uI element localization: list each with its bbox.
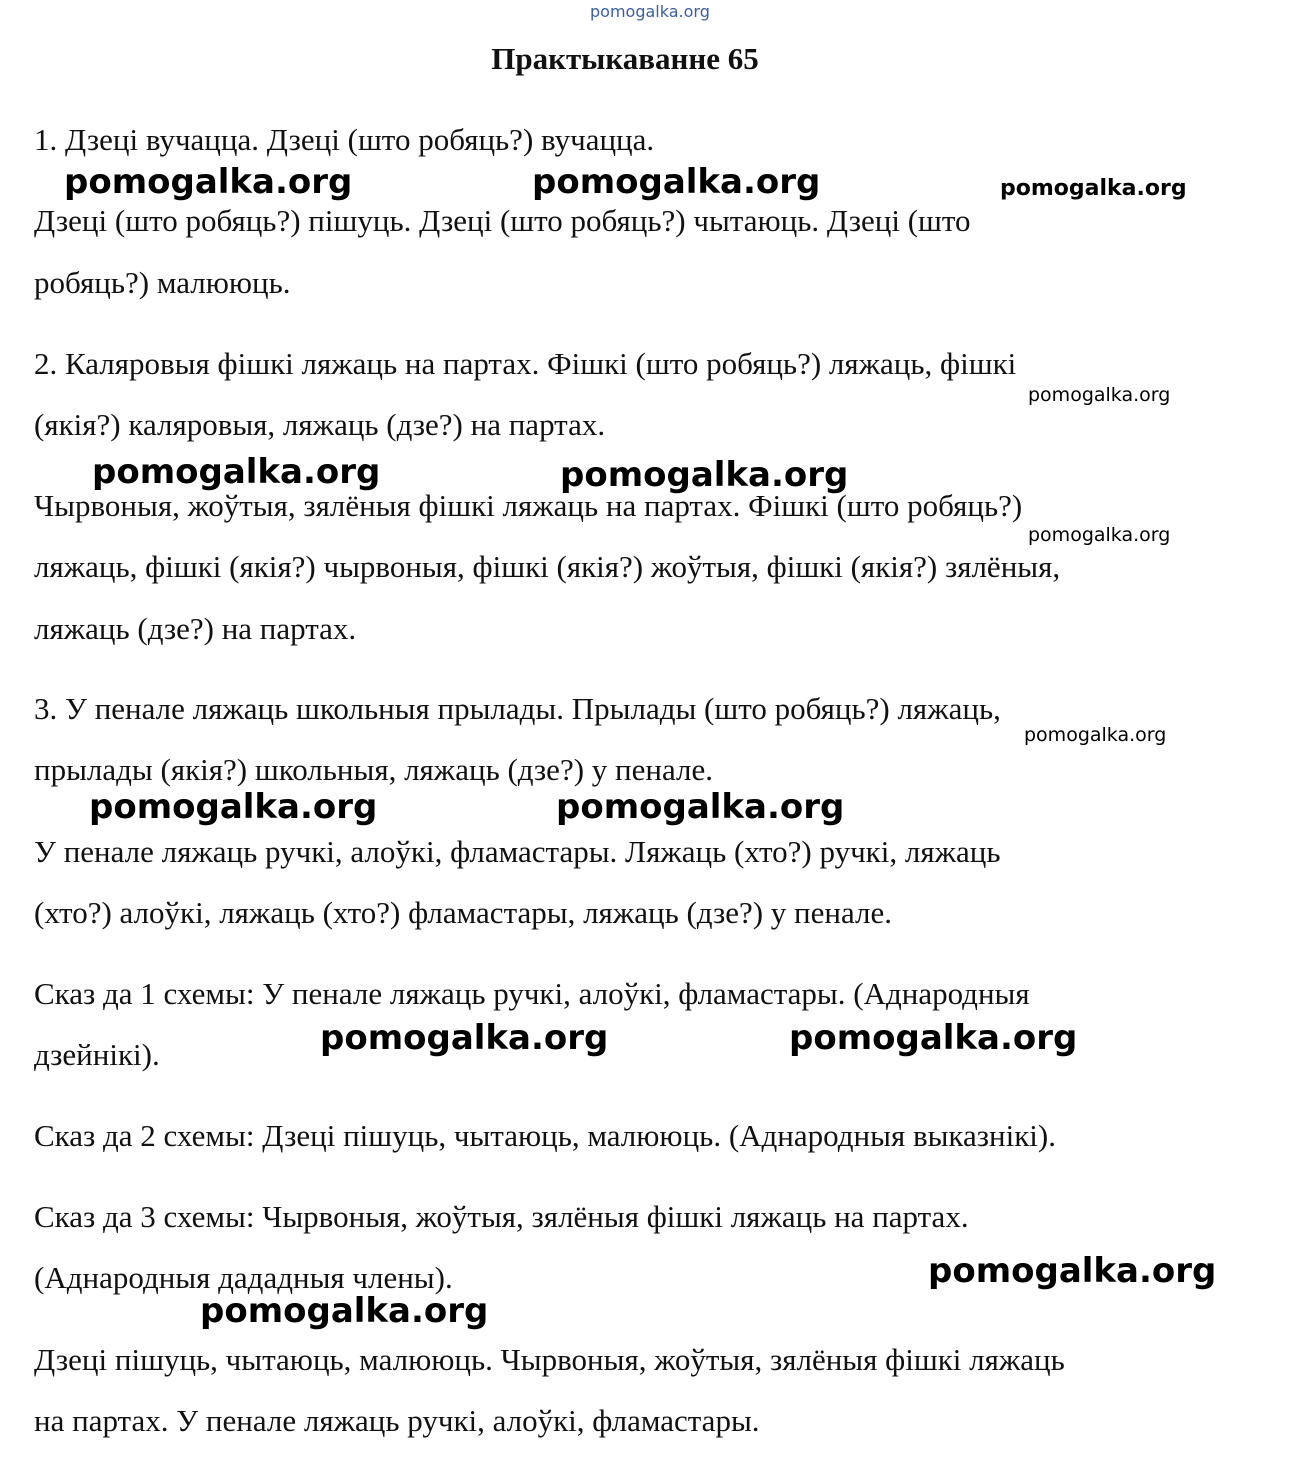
watermark: pomogalka.org <box>789 1018 1078 1058</box>
watermark: pomogalka.org <box>320 1018 609 1058</box>
watermark-top: pomogalka.org <box>590 2 710 21</box>
page-title: Практыкаванне 65 <box>491 41 759 76</box>
text-line: дзейнікі). <box>34 1037 160 1072</box>
text-line: Сказ да 3 схемы: Чырвоныя, жоўтыя, зялёныя фішкі ляжаць на партах. <box>34 1199 969 1234</box>
watermark: pomogalka.org <box>200 1291 489 1331</box>
text-line: (хто?) алоўкі, ляжаць (хто?) фламастары, ляжаць (дзе?) у пенале. <box>34 895 892 930</box>
watermark: pomogalka.org <box>532 162 821 202</box>
watermark: pomogalka.org <box>556 787 845 827</box>
watermark: pomogalka.org <box>64 162 353 202</box>
watermark: pomogalka.org <box>1028 524 1171 546</box>
text-line: Сказ да 2 схемы: Дзеці пішуць, чытаюць, малююць. (Аднародныя выказнікі). <box>34 1118 1056 1153</box>
text-line: робяць?) малююць. <box>34 265 291 300</box>
text-line: У пенале ляжаць ручкі, алоўкі, фламастары. Ляжаць (хто?) ручкі, ляжаць <box>34 834 1001 869</box>
text-line: прылады (якія?) школьныя, ляжаць (дзе?) у пенале. <box>34 752 713 787</box>
text-line: (якія?) каляровыя, ляжаць (дзе?) на партах. <box>34 407 606 442</box>
text-line: ляжаць (дзе?) на партах. <box>34 611 357 646</box>
text-line: (Аднародныя дададныя члены). <box>34 1260 453 1295</box>
text-line: 3. У пенале ляжаць школьныя прылады. Прылады (што робяць?) ляжаць, <box>34 691 1001 726</box>
watermark: pomogalka.org <box>92 452 381 492</box>
watermark: pomogalka.org <box>928 1251 1217 1291</box>
watermark: pomogalka.org <box>1028 384 1171 406</box>
text-line: Дзеці пішуць, чытаюць, малююць. Чырвоныя, жоўтыя, зялёныя фішкі ляжаць <box>34 1342 1065 1377</box>
watermark: pomogalka.org <box>1000 176 1187 201</box>
text-line: 2. Каляровыя фішкі ляжаць на партах. Фішкі (што робяць?) ляжаць, фішкі <box>34 346 1017 381</box>
text-line: ляжаць, фішкі (якія?) чырвоныя, фішкі (якія?) жоўтыя, фішкі (якія?) зялёныя, <box>34 549 1061 584</box>
watermark: pomogalka.org <box>89 787 378 827</box>
watermark: pomogalka.org <box>1024 724 1167 746</box>
text-line: Дзеці (што робяць?) пішуць. Дзеці (што робяць?) чытаюць. Дзеці (што <box>34 203 971 238</box>
text-line: Чырвоныя, жоўтыя, зялёныя фішкі ляжаць на партах. Фішкі (што робяць?) <box>34 488 1023 523</box>
text-line: Сказ да 1 схемы: У пенале ляжаць ручкі, алоўкі, фламастары. (Аднародныя <box>34 976 1030 1011</box>
watermark: pomogalka.org <box>560 455 849 495</box>
text-line: 1. Дзеці вучацца. Дзеці (што робяць?) вучацца. <box>34 122 655 157</box>
text-line: на партах. У пенале ляжаць ручкі, алоўкі, фламастары. <box>34 1403 760 1438</box>
